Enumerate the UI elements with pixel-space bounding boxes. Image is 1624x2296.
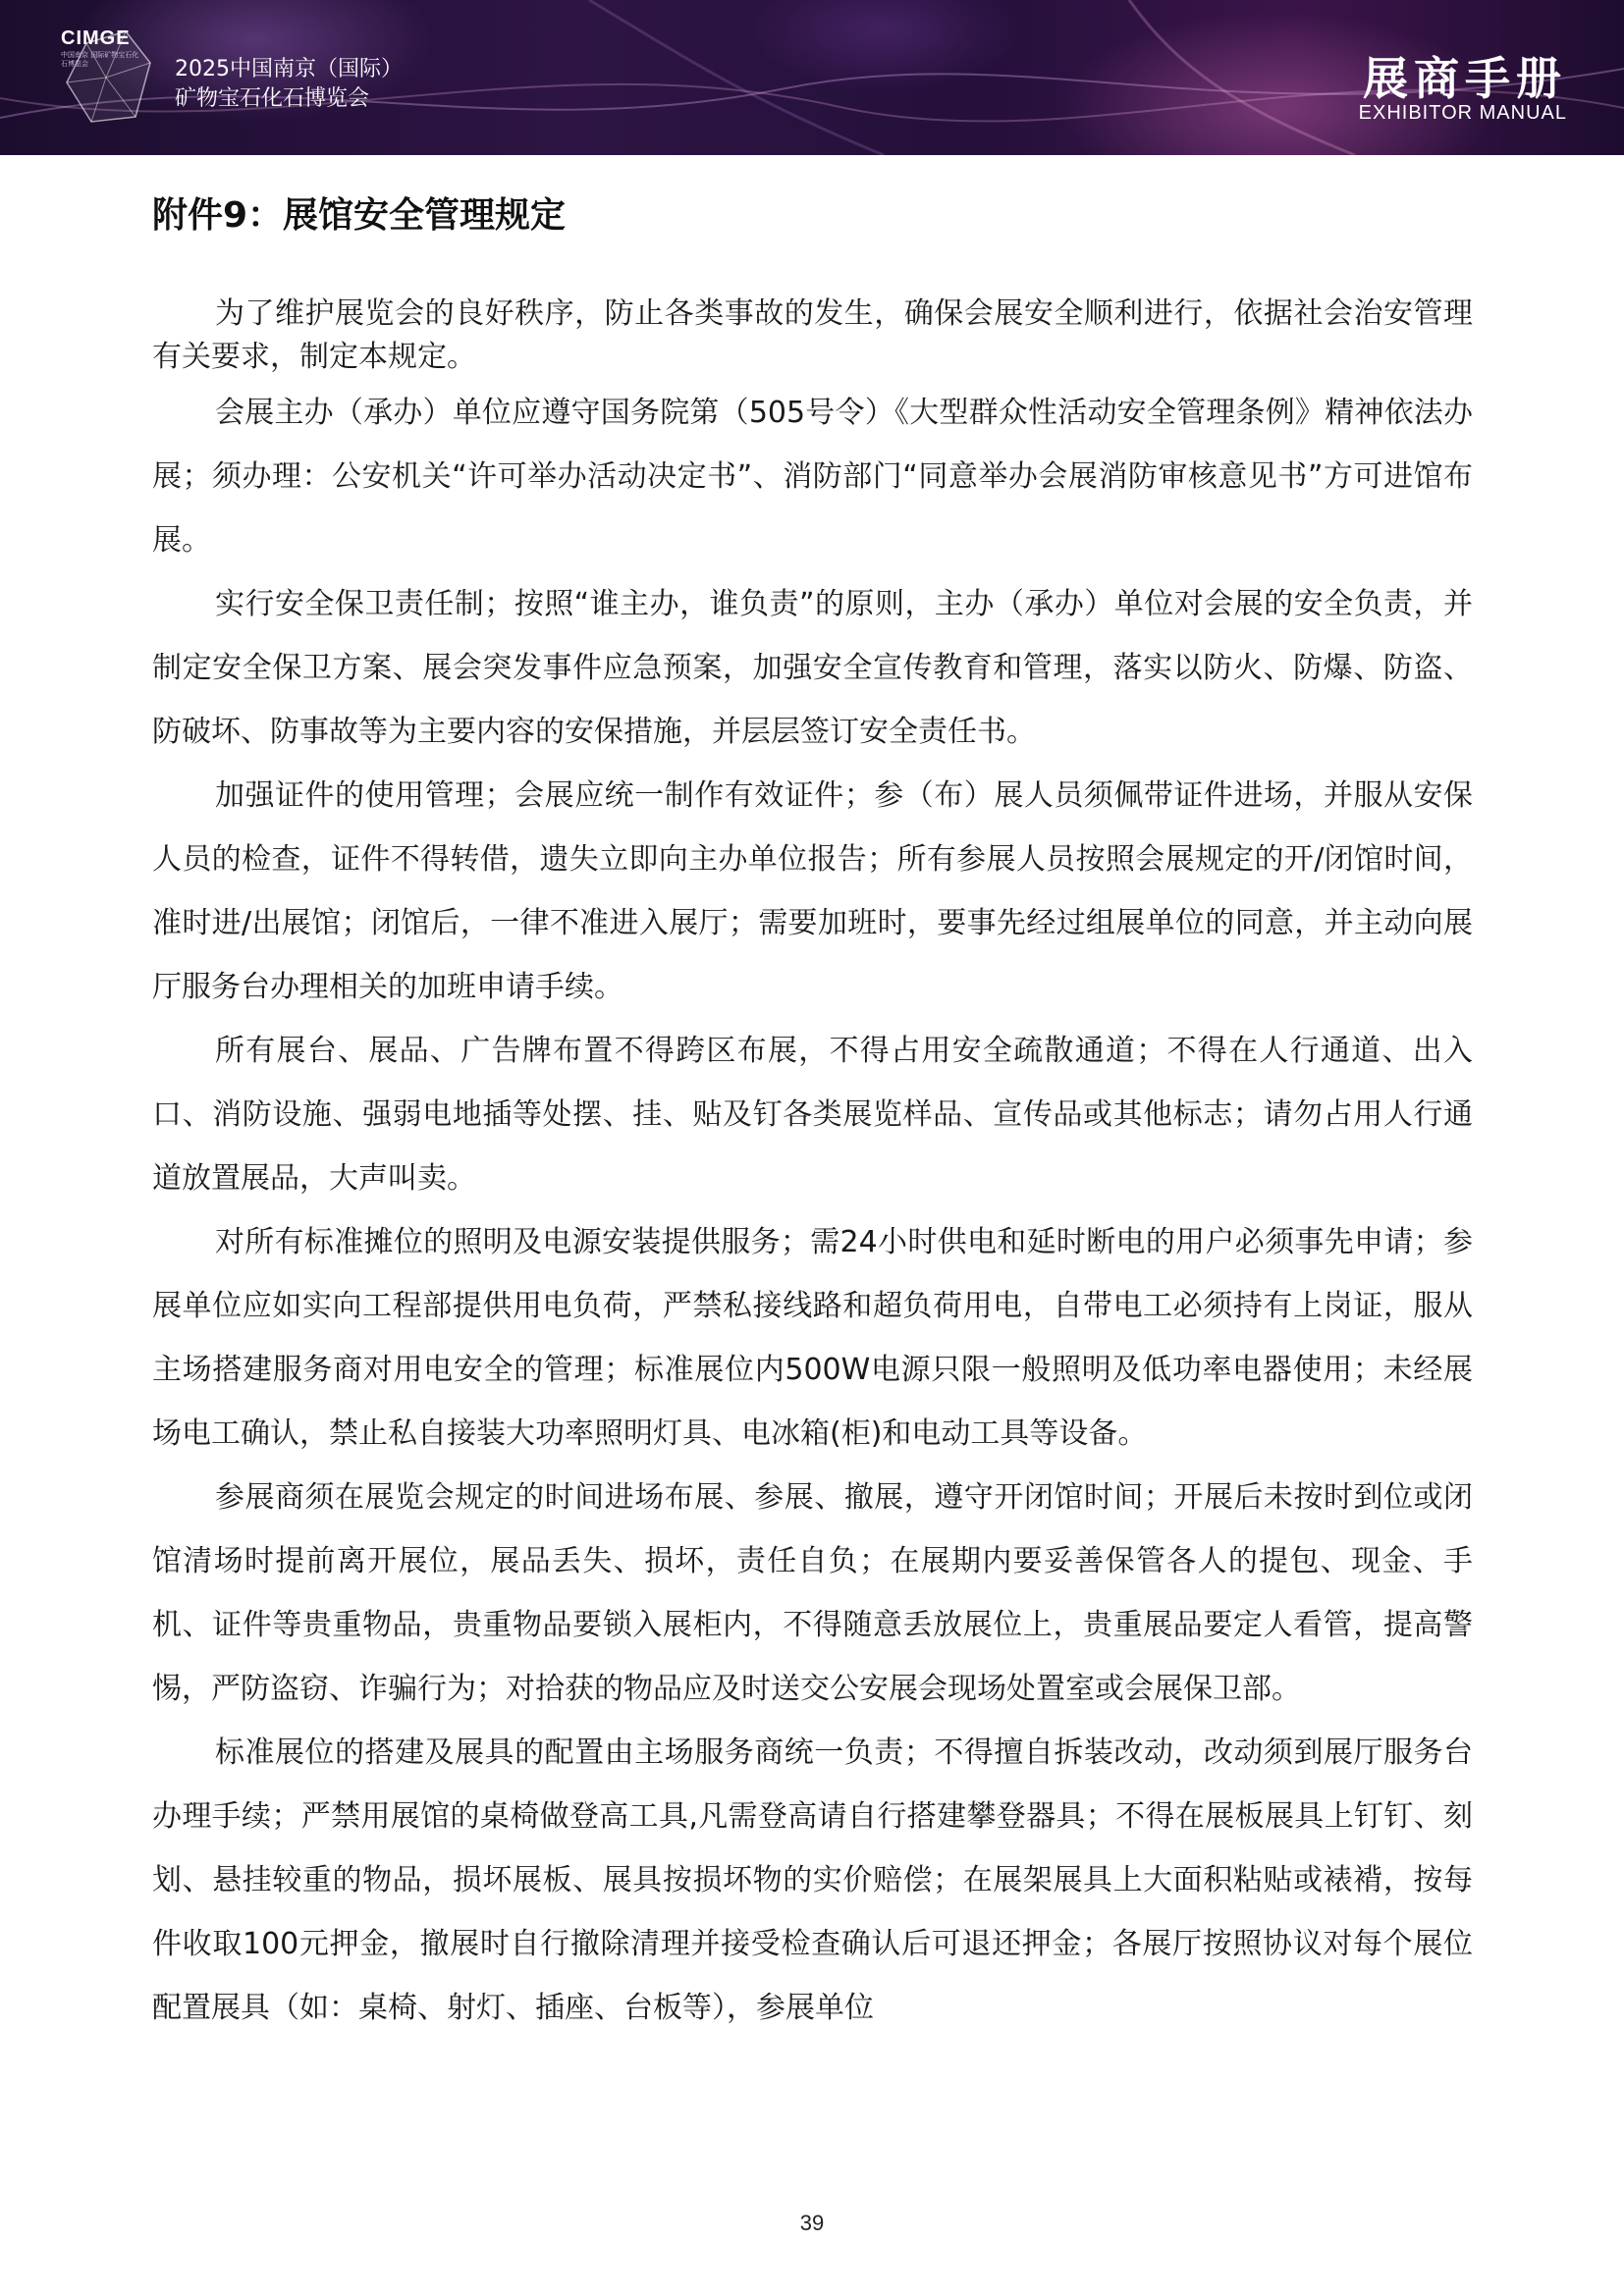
document-body	[152, 187, 1473, 2040]
expo-title-line-1: 2025中国南京（国际）	[175, 57, 403, 81]
paragraph: 所有展台、展品、广告牌布置不得跨区布展，不得占用安全疏散通道；不得在人行通道、出入口、消防设施、强弱电地插等处摆、挂、贴及钉各类展览样品、宣传品或其他标志；请勿占用人行通道放置展品，大声叫卖。	[152, 1034, 1473, 1196]
page-number: 39	[799, 2211, 825, 2235]
header-banner	[0, 0, 1624, 155]
paragraph: 加强证件的使用管理；会展应统一制作有效证件；参（布）展人员须佩带证件进场，并服从安保人员的检查，证件不得转借，遗失立即向主办单位报告；所有参展人员按照会展规定的开/闭馆时间，准时进/出展馆；闭馆后，一律不准进入展厅；需要加班时，要事先经过组展单位的同意，并主动向展厅服务台办理相关的加班申请手续。	[152, 778, 1473, 1004]
logo-subtitle: 中国南京 国际矿物宝石化石博览会	[61, 51, 139, 68]
manual-subtitle: EXHIBITOR MANUAL	[1358, 102, 1567, 124]
section-title: 附件9：展馆安全管理规定	[152, 195, 567, 236]
paragraph: 为了维护展览会的良好秩序，防止各类事故的发生，确保会展安全顺利进行，依据社会治安管理有关要求，制定本规定。	[152, 296, 1473, 374]
expo-title	[175, 55, 403, 114]
logo-wordmark: CIMGE	[61, 27, 131, 49]
expo-title-line-2: 矿物宝石化石博览会	[175, 86, 370, 111]
paragraph: 实行安全保卫责任制；按照“谁主办，谁负责”的原则，主办（承办）单位对会展的安全负责，并制定安全保卫方案、展会突发事件应急预案，加强安全宣传教育和管理，落实以防火、防爆、防盗、防破坏、防事故等为主要内容的安保措施，并层层签订安全责任书。	[152, 587, 1473, 749]
paragraph: 对所有标准摊位的照明及电源安装提供服务；需24小时供电和延时断电的用户必须事先申请；参展单位应如实向工程部提供用电负荷，严禁私接线路和超负荷用电，自带电工必须持有上岗证，服从主场搭建服务商对用电安全的管理；标准展位内500W电源只限一般照明及低功率电器使用；未经展场电工确认，禁止私自接装大功率照明灯具、电冰箱(柜)和电动工具等设备。	[152, 1225, 1473, 1451]
manual-title: 展商手册	[1363, 52, 1567, 105]
paragraph: 标准展位的搭建及展具的配置由主场服务商统一负责；不得擅自拆装改动，改动须到展厅服务台办理手续；严禁用展馆的桌椅做登高工具,凡需登高请自行搭建攀登器具；不得在展板展具上钉钉、刻划、悬挂较重的物品，损坏展板、展具按损坏物的实价赔偿；在展架展具上大面积粘贴或裱褙，按每件收取100元押金，撤展时自行撤除清理并接受检查确认后可退还押金；各展厅按照协议对每个展位配置展具（如：桌椅、射灯、插座、台板等），参展单位	[152, 1735, 1473, 2025]
paragraph: 会展主办（承办）单位应遵守国务院第（505号令）《大型群众性活动安全管理条例》精神依法办展；须办理：公安机关“许可举办活动决定书”、消防部门“同意举办会展消防审核意见书”方可进馆布展。	[152, 396, 1473, 558]
paragraph: 参展商须在展览会规定的时间进场布展、参展、撤展，遵守开闭馆时间；开展后未按时到位或闭馆清场时提前离开展位，展品丢失、损坏，责任自负；在展期内要妥善保管各人的提包、现金、手机、证件等贵重物品，贵重物品要锁入展柜内，不得随意丢放展位上，贵重展品要定人看管，提高警惕，严防盗窃、诈骗行为；对拾获的物品应及时送交公安展会现场处置室或会展保卫部。	[152, 1480, 1473, 1706]
